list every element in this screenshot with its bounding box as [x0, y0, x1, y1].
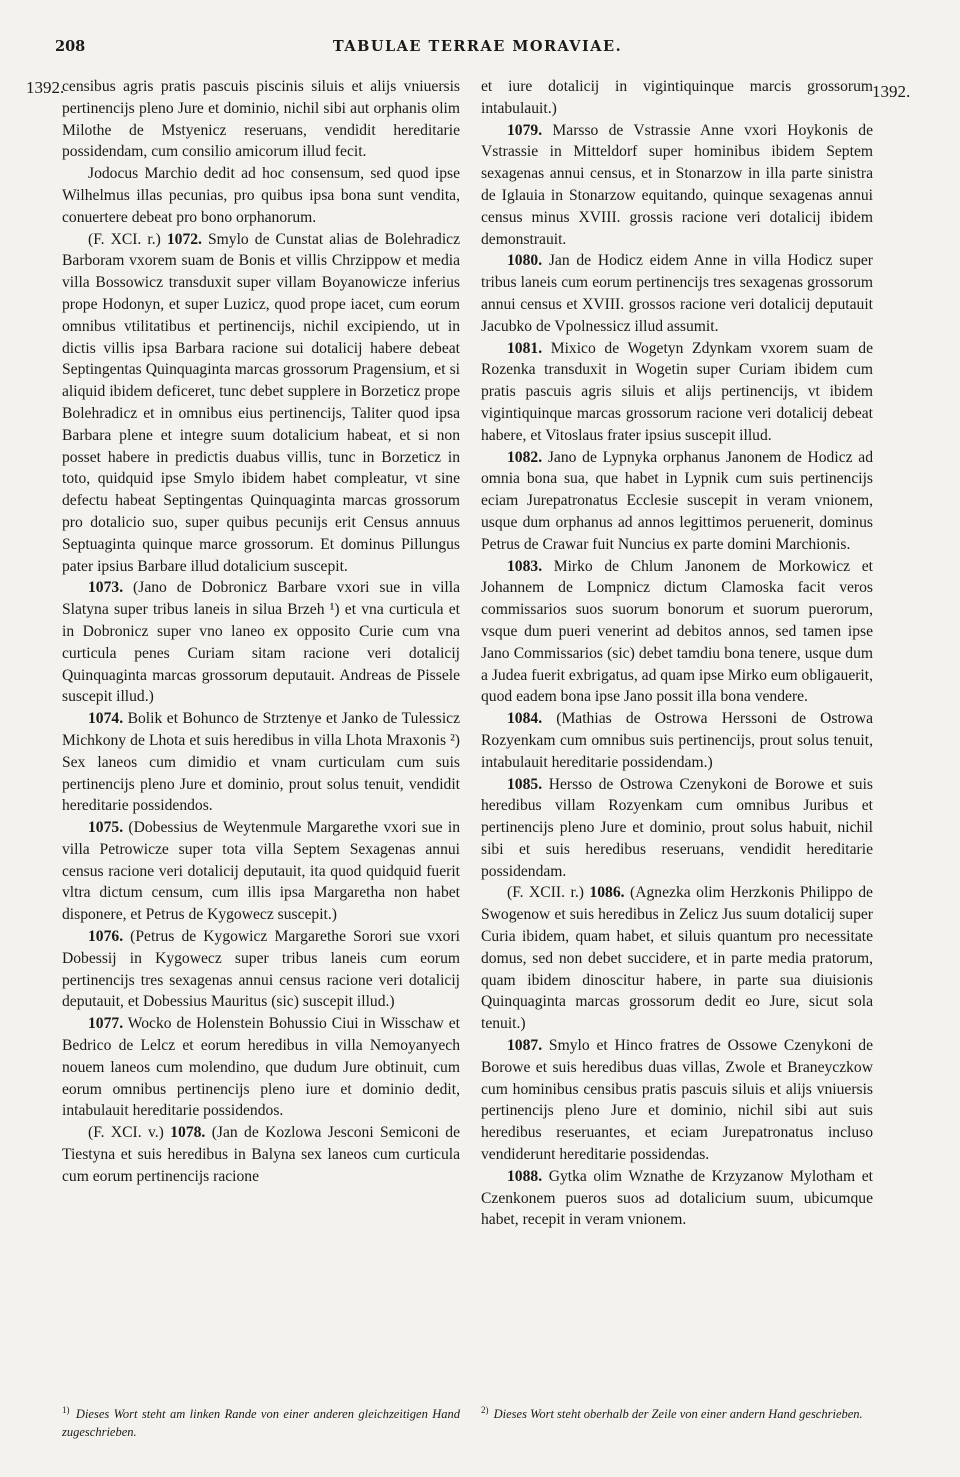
entry-number: 1081.	[507, 339, 543, 357]
entry-paragraph	[481, 338, 873, 447]
entry-number: 1076.	[88, 928, 124, 946]
entry-number: 1085.	[507, 775, 543, 793]
entry-number: 1075.	[88, 819, 124, 837]
entry-text: censibus agris pratis pascuis piscinis siluis et alijs vniuersis pertinencijs pleno Jure et dominio, nichil sibi aut orphanis olim Milothe de Mstyenicz reseruans, vendidit hereditarie possidendam, cum consilio amicorum illud fecit.	[62, 78, 460, 161]
entry-text: Gytka olim Wznathe de Krzyzanow Mylotham et Czenkonem pueros suos ad dotalicium suum, ubicumque habet, recepit in veram vnionem.	[481, 1167, 873, 1229]
folio-reference: (F. XCII. r.)	[507, 884, 590, 902]
entry-paragraph	[62, 76, 460, 163]
entry-number: 1072.	[166, 230, 202, 248]
entry-paragraph	[481, 774, 873, 883]
entry-text: (Dobessius de Weytenmule Margarethe vxori sue in villa Petrowicze super tota villa Septem Sexagenas annui census racione veri dotalicij deputauit, ita quod quidquid fuerit vltra dictum censum, cum illis ipsa Margaretha non habet disponere, et Petrus de Kygowecz suscepit.)	[62, 819, 460, 924]
right-column	[481, 76, 873, 1231]
running-title: TABULAE TERRAE MORAVIAE.	[332, 38, 623, 55]
entry-text: Bolik et Bohunco de Strztenye et Janko de Tulessicz Michkony de Lhota et suis heredibus in villa Lhota Mraxonis ²) Sex laneos cum dimidio et vnam curticulam cum suis pertinencijs pleno Jure et dominio, prout solus tenuit, vendidit hereditarie possidendos.	[62, 710, 460, 815]
entry-paragraph	[481, 1166, 873, 1231]
footnote-text: Dieses Wort steht am linken Rande von einer anderen gleichzeitigen Hand zugeschrieben.	[62, 1407, 461, 1439]
folio-reference: (F. XCI. r.)	[88, 230, 167, 248]
entry-text: Jan de Hodicz eidem Anne in villa Hodicz super tribus laneis cum eorum pertinencijs tres sexagenas grossorum annui census et XVIII. grossos racione veri dotalicij deputauit Jacubko de Vpolnessicz illud assumit.	[481, 252, 873, 335]
entry-paragraph	[481, 556, 873, 709]
entry-number: 1079.	[507, 121, 543, 139]
entry-paragraph	[481, 76, 873, 120]
footnote-left	[62, 1405, 460, 1441]
entry-text: Jodocus Marchio dedit ad hoc consensum, sed quod ipse Wilhelmus illas pecunias, pro quibus ipsa bona sunt vendita, conuertere debeat pro bono orphanorum.	[62, 165, 460, 226]
entry-paragraph	[481, 250, 873, 337]
entry-text: Marsso de Vstrassie Anne vxori Hoykonis de Vstrassie in Mitteldorf super hominibus ibidem Septem sexagenas annui census, et in Stonarzow in illa parte sinistra de Iglauia in Stonarzow equitando, quinque sexagenas annui census minus XVIII. grossis racione veri dotalicij ibidem demonstrauit.	[481, 121, 873, 248]
entry-number: 1074.	[88, 710, 124, 728]
entry-number: 1086.	[589, 884, 625, 902]
entry-text: Hersso de Ostrowa Czenykoni de Borowe et suis heredibus villam Rozyenkam cum omnibus Juribus et pertinencijs pleno Jure et dominio, prout solus habuit, nichil sibi et suis heredibus reseruans, vendidit hereditarie possidendam.	[481, 775, 873, 880]
entry-number: 1073.	[88, 579, 124, 597]
year-marker-right: 1392.	[872, 82, 911, 101]
entry-paragraph	[62, 1013, 460, 1122]
entry-paragraph	[481, 120, 873, 251]
entry-paragraph	[62, 926, 460, 1013]
entry-paragraph	[481, 882, 873, 1035]
entry-number: 1087.	[507, 1037, 543, 1055]
folio-reference: (F. XCI. v.)	[88, 1124, 171, 1142]
entry-paragraph	[481, 1035, 873, 1166]
entry-number: 1077.	[88, 1015, 124, 1033]
entry-paragraph	[481, 447, 873, 556]
left-column	[62, 76, 460, 1188]
entry-paragraph	[62, 817, 460, 926]
entry-text: et iure dotalicij in vigintiquinque marcis grossorum intabulauit.)	[481, 78, 873, 117]
entry-text: Smylo de Cunstat alias de Bolehradicz Barboram vxorem suam de Bonis et villis Chrzippow et media villa Bossowicz transduxit super villam Boyanowicze inferius prope Hodonyn, et super Luzicz, quod prope iacet, cum eorum omnibus vtilitatibus et pertinencijs, nichil excipiendo, ut in dictis villis ipsa Barbara racione sui dotalicij habere debeat Septingentas Quinquaginta marcas grossorum Pragensium, et si aliquid ibidem deficeret, tunc debet supplere in Borzeticz prope Bolehradicz et in omnibus eius pertinencijs, Taliter quod ipsa Barbara plene et integre suum dotalicium habeat, et si non posset habere in predictis duabus villis, tunc in Borzeticz in toto, quidquid ipse Smylo ibidem habet compleatur, vt sine defectu habeat Septingentas Quinquaginta marcas grossorum pro dotalicio suo, super quibus pecunijs erit Census annuus Septuaginta quinque marce grossorum. Et dominus Pillungus pater ipsius Barbare illud dotalicium suscepit.	[62, 230, 460, 575]
entry-number: 1083.	[507, 557, 543, 575]
entry-text: (Petrus de Kygowicz Margarethe Sorori sue vxori Dobessij in Kygowecz super tribus laneis cum eorum pertinencijs tres sexagenas annui census racione veri dotalicij deputauit, et Dobessius Mauritus (sic) suscepit illud.)	[62, 928, 460, 1011]
entry-number: 1082.	[507, 448, 543, 466]
entry-text: Mirko de Chlum Janonem de Morkowicz et Johannem de Lompnicz dictum Clamoska facit veros commissarios suos suorum bonorum et suorum puerorum, vsque dum pueri venerint ad debitos annos, sed tamen ipse Jano Commissarios (sic) debet tamdiu bona tenere, usque dum a Judea fuerit exbrigatus, ad quam ipse Mirko eum obligauerit, quod eadem bona ipse Jano possit illa bona vendere.	[481, 557, 873, 706]
entry-text: (Jan de Kozlowa Jesconi Semiconi de Tiestyna et suis heredibus in Balyna sex laneos cum curticula cum eorum pertinencijs racione	[62, 1124, 461, 1185]
entry-paragraph	[62, 577, 460, 708]
entry-text: Smylo et Hinco fratres de Ossowe Czenykoni de Borowe et suis heredibus duas villas, Zwole et Braneyczkow cum hominibus censibus pratis pascuis siluis et alijs vniuersis pertinencijs pleno Jure et dominio, nichil sibi aut suis heredibus reseruantes, et eciam Jurepatronatus incluso vendiderunt hereditarie possidendas.	[481, 1037, 873, 1164]
entry-text: Wocko de Holenstein Bohussio Ciui in Wisschaw et Bedrico de Lelcz et eorum heredibus in villa Nemoyanyech nouem laneos cum molendino, que dudum Jure obtinuit, cum eorum omnibus pertinencijs pleno iure et dominio dedit, intabulauit hereditarie possidendos.	[62, 1015, 460, 1120]
entry-number: 1084.	[507, 710, 543, 728]
footnote-text: Dieses Wort steht oberhalb der Zeile von einer andern Hand geschrieben.	[493, 1407, 863, 1421]
entry-paragraph	[62, 163, 460, 228]
entry-text: (Agnezka olim Herzkonis Philippo de Swogenow et suis heredibus in Zelicz Jus suum dotalicij super Curia ibidem, quam habet, et siluis quantum pro necessitate domus, sed non debet succidere, et in parte media pratorum, quam ibidem dinoscitur habere, in parte sua diuisionis Quinquaginta marcas grossorum dedit eo Jure, sicut sola tenuit.)	[481, 884, 873, 1033]
entry-paragraph	[62, 708, 460, 817]
entry-text: (Mathias de Ostrowa Herssoni de Ostrowa Rozyenkam cum omnibus suis pertinencijs, prout solus tenuit, intabulauit hereditarie possidendam.)	[481, 710, 873, 771]
entry-number: 1078.	[170, 1124, 206, 1142]
page-number: 208	[55, 38, 86, 55]
entry-text: Mixico de Wogetyn Zdynkam vxorem suam de Rozenka transduxit in Wogetin super Curiam ibidem cum pratis pascuis agris siluis et alijs pertinencijs, vt ibidem vigintiquinque marcas grossorum racione veri dotalicij debeat habere, et Vitoslaus frater ipsius suscepit illud.	[481, 339, 873, 444]
entry-text: Jano de Lypnyka orphanus Janonem de Hodicz ad omnia bona sua, que habet in Lypnik cum suis pertinencijs eciam Jurepatronatus Ecclesie suscepit in veram vnionem, usque dum orphanus ad annos legittimos peruenerit, dominus Petrus de Crawar fuit Nuncius ex parte domini Marchionis.	[481, 448, 873, 553]
entry-paragraph	[481, 708, 873, 773]
entry-number: 1080.	[507, 252, 543, 270]
entry-paragraph	[62, 1122, 460, 1187]
footnote-mark: 1)	[62, 1404, 70, 1415]
entry-number: 1088.	[507, 1167, 543, 1185]
footnote-mark: 2)	[481, 1404, 489, 1415]
page-header	[55, 38, 900, 62]
footnote-right	[481, 1405, 873, 1423]
entry-text: (Jano de Dobronicz Barbare vxori sue in villa Slatyna super tribus laneis in silua Brzeh ¹) et vna curticula et in Dobronicz super vno laneo ex opposito Curie cum vna curticula penes Curiam sitam racione veri dotalicij Quinquaginta marcas grossorum deputauit. Andreas de Pissele suscepit illud.)	[62, 579, 460, 706]
year-marker-left: 1392.	[26, 78, 65, 97]
entry-paragraph	[62, 229, 460, 578]
